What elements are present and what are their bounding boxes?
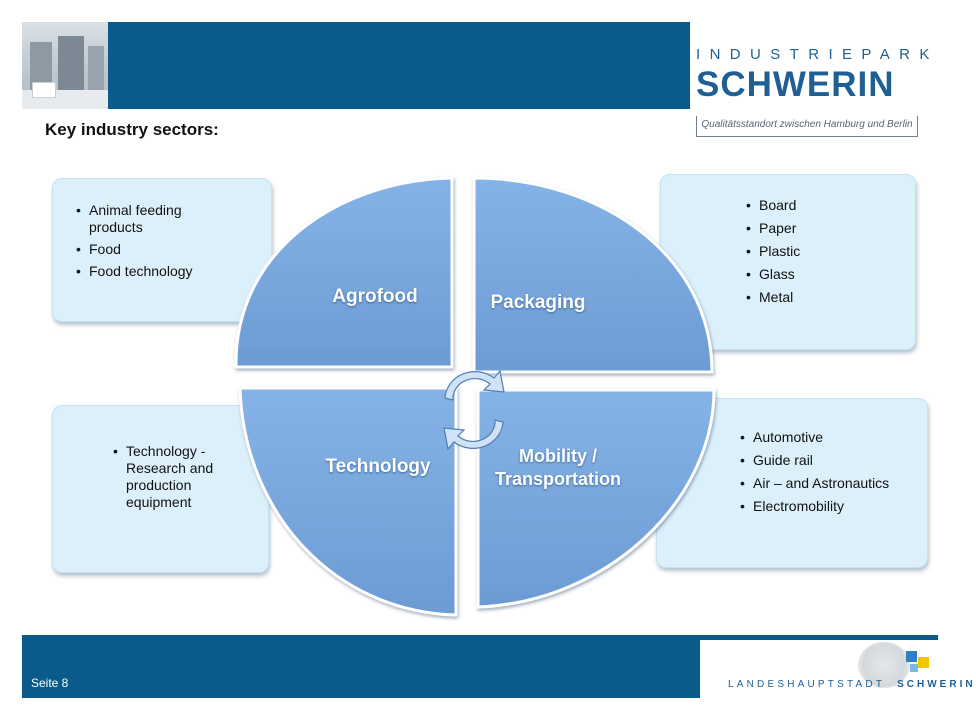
agrofood-item: • Food technology xyxy=(89,263,229,280)
quadrant-label-technology: Technology xyxy=(325,456,431,477)
quadrant-label-mobility xyxy=(478,445,638,491)
mobility-item: • Air – and Astronautics xyxy=(753,475,903,492)
mobility-label-line1: Mobility / xyxy=(519,446,597,466)
logo-tagline: Qualitätsstandort zwischen Hamburg und Berlin xyxy=(696,116,918,137)
mobility-item: • Guide rail xyxy=(753,452,903,469)
packaging-item: • Paper xyxy=(759,220,879,237)
footer-city-name: SCHWERIN xyxy=(897,679,976,690)
logo-schwerin: SCHWERIN xyxy=(696,65,895,104)
page-title: Key industry sectors: xyxy=(45,120,219,139)
packaging-item: • Metal xyxy=(759,289,879,306)
agrofood-item: • Animal feeding products xyxy=(89,202,229,236)
footer-city-prefix: LANDESHAUPTSTADT xyxy=(728,679,886,690)
agrofood-item: • Food xyxy=(89,241,229,258)
page-number: Seite 8 xyxy=(31,676,69,690)
quadrant-label-packaging: Packaging xyxy=(490,292,586,313)
quadrant-agrofood xyxy=(236,178,452,367)
mobility-label-line2: Transportation xyxy=(494,469,621,489)
packaging-item: • Glass xyxy=(759,266,879,283)
mobility-item: • Electromobility xyxy=(753,498,903,515)
quadrant-label-agrofood: Agrofood xyxy=(332,286,418,307)
quadrant-technology xyxy=(240,388,456,615)
technology-item: • Technology - Research and production equipment xyxy=(126,443,246,511)
footer-city-logo xyxy=(728,679,976,690)
quadrant-mobility xyxy=(478,390,714,607)
packaging-item: • Plastic xyxy=(759,243,879,260)
packaging-item: • Board xyxy=(759,197,879,214)
logo-industriepark: INDUSTRIEPARK xyxy=(696,46,939,63)
mobility-item: • Automotive xyxy=(753,429,903,446)
quadrant-packaging xyxy=(474,178,712,372)
logo-squares-icon xyxy=(906,651,930,675)
